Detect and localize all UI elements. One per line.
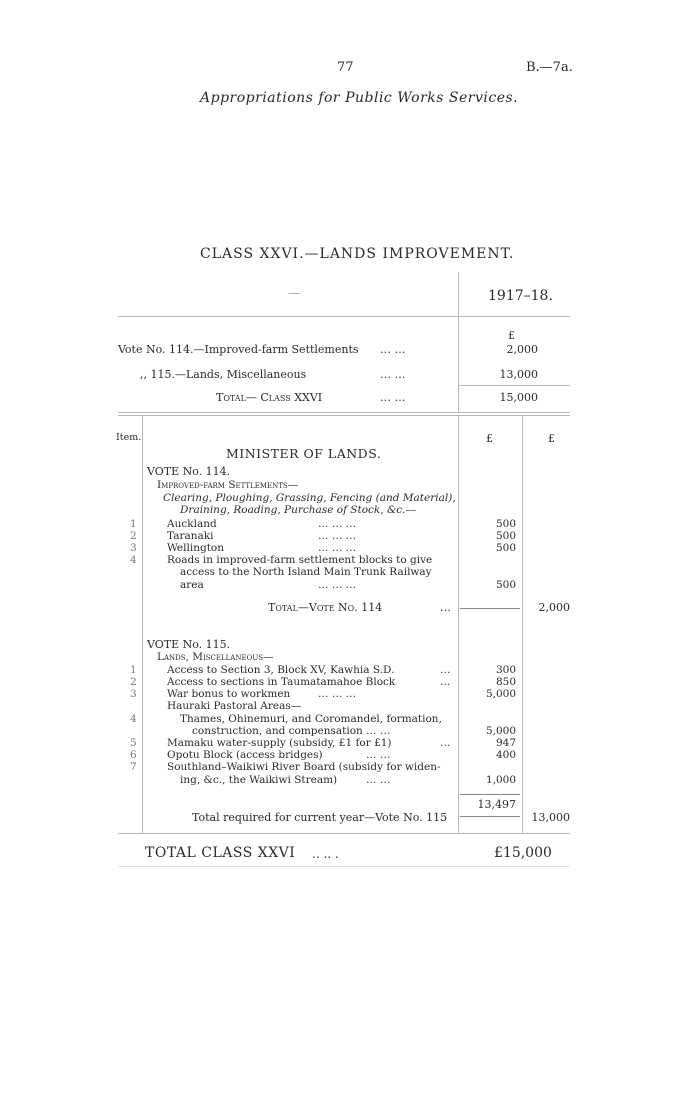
item-number: 1 [130,664,137,676]
item-number: 4 [130,554,137,566]
item-dots: … … [366,774,391,786]
summary-total-dots: … … [380,391,406,404]
summary-total-label: Total— Class XXVI [216,391,323,404]
item-dots: … [440,737,451,749]
vote-115-subhead: Lands, Miscellaneous— [157,651,274,663]
item-number: 6 [130,749,137,761]
vote-114-sum-rule [460,608,520,609]
total-column-pound: £ [548,432,555,445]
item-amount: 947 [495,737,516,749]
item-label: Access to sections in Taumatamahoe Block [167,676,396,688]
vote-114-description: Draining, Roading, Purchase of Stock, &c.— [180,504,417,516]
page-number: 77 [337,60,354,75]
grand-total-amount: £15,000 [494,845,552,861]
running-title: Appropriations for Public Works Services. [200,90,519,106]
vote-115-total-amount: 13,000 [531,811,570,824]
item-column-header: Item. [116,432,142,443]
summary-total-rule [458,385,570,386]
item-amount: 300 [495,664,516,676]
item-number: 4 [130,713,137,725]
grand-total-rule [118,866,570,867]
vote-114-title: VOTE No. 114. [147,465,231,478]
item-amount: 850 [495,676,516,688]
summary-row-label: ,, 115.—Lands, Miscellaneous [140,368,307,381]
summary-row-dots: … … [380,368,406,381]
item-number: 7 [130,761,137,773]
item-label: Auckland [167,518,217,530]
item-dots: … … … [318,688,357,700]
item-label: Mamaku water-supply (subsidy, £1 for £1) [167,737,392,749]
item-label-continued: construction, and compensation [192,725,363,737]
item-label: Access to Section 3, Block XV, Kawhia S.D. [167,664,395,676]
item-amount: 400 [495,749,516,761]
item-label-continued: area [180,579,204,591]
item-number: 3 [130,688,137,700]
summary-dash: — [288,286,300,300]
vote-115-subtotal: 13,497 [477,798,516,811]
item-amount: 500 [495,542,516,554]
item-number: 1 [130,518,137,530]
item-label: Roads in improved-farm settlement blocks to give [167,554,433,566]
grand-total-label: TOTAL CLASS XXVI [145,845,296,861]
summary-row-dots: … … [380,343,406,356]
summary-top-rule [118,316,570,317]
item-dots: … [440,676,451,688]
item-label: Opotu Block (access bridges) [167,749,323,761]
item-amount: 5,000 [485,688,516,700]
item-label-continued: ing, &c., the Waikiwi Stream) [180,774,338,786]
vote-114-total-amount: 2,000 [538,601,570,614]
item-dots: … … … [318,530,357,542]
detail-top-rule-double [118,415,570,416]
item-number: 2 [130,676,137,688]
vote-114-description: Clearing, Ploughing, Grassing, Fencing (and Material), [163,492,456,504]
vote-114-total-label: Total—Vote No. 114 [268,601,383,614]
item-label: Thames, Ohinemuri, and Coromandel, formation, [180,713,442,725]
detail-top-rule [118,412,570,413]
class-title: CLASS XXVI.—LANDS IMPROVEMENT. [200,246,515,262]
item-amount: 500 [495,530,516,542]
item-amount: 500 [495,518,516,530]
summary-year-heading: 1917–18. [488,288,553,304]
item-amount: 1,000 [485,774,516,786]
item-amount: 5,000 [485,725,516,737]
item-dots: … … … [318,579,357,591]
amount-column-rule [458,416,459,834]
item-number: 3 [130,542,137,554]
item-label: Taranaki [167,530,214,542]
item-amount: 500 [495,579,516,591]
item-dots: … [440,664,451,676]
item-dots: … … … [318,518,357,530]
vote-115-sum-rule [460,816,520,817]
summary-row-amount: 13,000 [499,368,538,381]
document-reference: B.—7a. [526,60,573,75]
item-dots: … … [366,725,391,737]
vote-114-total-dots: … [440,601,451,614]
item-number: 5 [130,737,137,749]
detail-bottom-rule [118,833,570,834]
vote-115-subtotal-rule [460,794,520,795]
minister-heading: MINISTER OF LANDS. [226,446,382,461]
summary-column-rule [458,272,459,412]
item-number: 2 [130,530,137,542]
item-label-continued: access to the North Island Main Trunk Railway [180,566,432,578]
grand-total-dots: .. .. . [312,847,339,861]
item-column-rule [142,416,143,834]
total-column-rule [522,416,523,834]
summary-total-amount: 15,000 [499,391,538,404]
item-dots: … … [366,749,391,761]
vote-115-total-label: Total required for current year—Vote No. 115 [192,811,448,824]
summary-row-label: Vote No. 114.—Improved-farm Settlements [118,343,359,356]
summary-pound-sign: £ [508,329,515,342]
item-dots: … … … [318,542,357,554]
item-label: Southland–Waikiwi River Board (subsidy for widen- [167,761,441,773]
item-label: War bonus to workmen [167,688,291,700]
amount-column-pound: £ [486,432,493,445]
item-label: Wellington [167,542,225,554]
summary-row-amount: 2,000 [506,343,538,356]
vote-114-subhead: Improved-farm Settlements— [157,479,299,491]
vote-115-title: VOTE No. 115. [147,638,231,651]
hauraki-heading: Hauraki Pastoral Areas— [167,700,302,712]
